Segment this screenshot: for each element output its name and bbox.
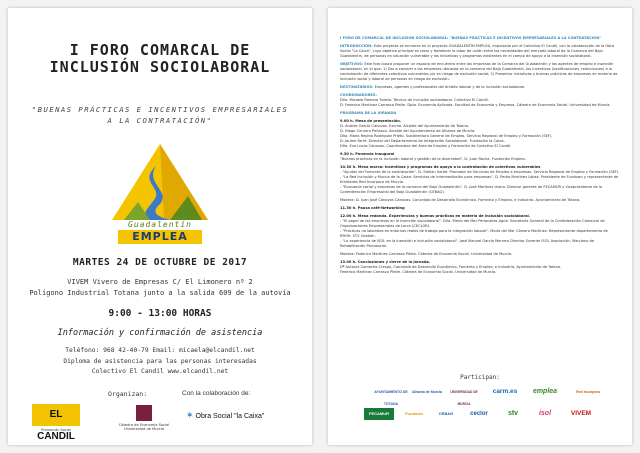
participan-label: Participan: [460, 374, 500, 381]
logo-umu: UNIVERSIDAD DE MURCIA [450, 390, 478, 406]
session-panel-time: 10.30 h. Mesa marco: incentivos y programas de apoyo a la contratación de colectivos vulnerables [340, 165, 541, 169]
logo-ayto-totana: AYUNTAMIENTO DE TOTANA [374, 390, 408, 406]
coordinator-1: Dña. Micaela Romero Tudela. Técnica de inclusión sociolaboral. Colectivo El Candil. [340, 98, 489, 102]
session-roundtable-time: 12.00 h. Mesa redonda. Experiencias y buenas prácticas en materia de inclusión sociolaboral. [340, 214, 531, 218]
logo-vivem: VIVEM [570, 410, 592, 417]
session-panel [340, 165, 620, 195]
speaker: Dña. Eva Lucas Cánovas. Coordinadora del Área de Empleo y Formación de Colectivo El Candil. [340, 144, 512, 148]
session-roundtable [340, 214, 620, 249]
umu-catedra-text: Cátedra de Economía Social Universidad de Murcia [118, 423, 170, 431]
intro-paragraph [340, 44, 620, 59]
session-presentation-time: 9.00 h. Mesa de presentación. [340, 119, 402, 123]
audience-label: DESTINATARIOS: [340, 85, 374, 89]
objectives-text: Este foro busca proponer un espacio de encuentro entre las empresas de la Comarca del Guadalentín y los agentes de empleo e inserción sociolaboral, en el que: 1) Dar a conocer a las empresas ubicadas en la comarca del Bajo Guadalentín, los incentivos (bonificaciones, reducciones) a la contratación de diferentes colectivos vulnerables y/o en riesgo de exclusión social; 2) Presentar iniciativas y buenas prácticas de empresas en materia de inclusión social y laboral de personas en riesgo de exclusión. [340, 62, 618, 81]
speaker: Federico Martínez Carrasco Pleite. Cátedra de Economía Social. Universidad de Murcia. [340, 270, 497, 274]
logo-isol: isol [538, 410, 552, 417]
coordinator-2: D. Federico Martínez Carrasco Pleite. Dpto. Economía Aplicada. Facultad de Economía y Empresa. Cátedra de Economía Social. Universidad de Murcia. [340, 103, 611, 107]
intro-label: INTRODUCCIÓN: [340, 44, 373, 48]
coordinators-label: COORDINADORES: [340, 93, 377, 97]
diploma-note: Diploma de asistencia para las personas interesadas [63, 357, 257, 365]
contact-phone-email: Teléfono: 968 42-40-79 Email: micaela@elcandil.net [65, 347, 255, 354]
speaker: D. Andrés García Cánovas. Excmo. Alcalde del Ayuntamiento de Totana. [340, 124, 470, 128]
session-break [340, 206, 620, 211]
title-line-1: I FORO COMARCAL DE [69, 41, 251, 59]
session-roundtable-moderator: Modera: Federico Martínez Carrasco Pleite. Cátedra de Economía Social. Universidad de Murcia. [340, 252, 513, 256]
logo-emplea-text: EMPLEA [118, 230, 202, 244]
speaker: "Buenas prácticas en la inclusión laboral y gestión de la diversidad". D. Juan Rocha. Fundación Empleo. [340, 157, 526, 161]
program-header: I FORO DE COMARCAL DE INCLUSIÓN SOCIOLABORAL: "BUENAS PRÁCTICAS E INCENTIVOS EMPRESARIALES A LA CONTRATACIÓN" [340, 36, 602, 40]
la-caixa-text: Obra Social "la Caixa" [195, 413, 265, 420]
speaker: - "El papel de las empresas en la inserción sociolaboral". Dña. María del Mar Perlacollas Agüe. Secretaria General de la Confederación Comarcal de Organizaciones Empresariales de Lorca (CECLOR). [340, 219, 605, 228]
speaker: Dª Antonia Camacho Crespo, Concejala de Desarrollo Económico, Fomento y Empleo, e Industria. Ayuntamiento de Totana. [340, 265, 562, 269]
organizan-label: Organizan: [108, 390, 148, 398]
session-keynote-time: 9.30 h. Ponencia inaugural [340, 152, 395, 156]
colaboracion-label: Con la colaboración de: [182, 390, 251, 397]
event-title [8, 42, 312, 76]
session-closing [340, 260, 620, 275]
logo-alhama: Alhama de Murcia [412, 390, 442, 394]
venue-line-1: VIVEM Vivero de Empresas C/ El Limonero nº 2 [67, 278, 253, 286]
logo-guadalentin-text: Guadalentín [128, 220, 192, 229]
flyer-cover-page [8, 8, 312, 445]
title-line-2: INCLUSIÓN SOCIOLABORAL [49, 58, 271, 76]
logo-fundown: Fundown [405, 411, 423, 416]
info-heading: Información y confirmación de asistencia [57, 328, 263, 338]
venue-line-2: Polígono Industrial Totana junto a la salida 609 de la autovía [29, 289, 291, 297]
session-panel-moderator: Modera: D. Juan José Cánovas Cánovas. Concejala de Desarrollo Económico, Fomento y Empleo, e Industria. Ayuntamiento de Totana. [340, 198, 581, 202]
speaker: - "Economía social y empresas de la comarca del Bajo Guadalentín". D. José Martínez Usero. Director gerente de FECAMUR y Vicepresidente de la Confederación Empresarial del Bajo Guadalentín (CEBAG). [340, 185, 603, 194]
speaker: - "Prácticas no laborales en entornos reales de trabajo para la integración laboral". María del Mar Cámara Martínez. Representante departamento de RRHH. STV Gestión. [340, 229, 608, 238]
el-candil-logo-text: EL CANDIL [37, 409, 75, 442]
session-presentation [340, 119, 620, 149]
session-closing-time: 13.00 h. Conclusiones y cierre de la jornada. [340, 260, 431, 264]
objectives-paragraph [340, 62, 620, 82]
umu-shield-icon [136, 405, 152, 421]
contact-block [8, 346, 312, 378]
subtitle-line-1: "BUENAS PRÁCTICAS E INCENTIVOS EMPRESARIALES [31, 105, 289, 114]
coordinators-block [340, 93, 620, 108]
logo-ceclor: ceclor [470, 411, 488, 417]
event-subtitle [24, 104, 296, 126]
speaker: - "La experiencia de ISOL en la inserción e inclusión sociolaboral". José Manuel García Marrero Director Gerente ISOL Asociación. Marciano de Rehabilitación Psicosocial. [340, 239, 595, 248]
event-time: 9:00 - 13:00 HORAS [108, 308, 212, 319]
speaker: D. Jaume Farré. Director del Departamento de Integración Sociolaboral. Fundación la Caixa. [340, 139, 505, 143]
logo-fecamur: FECAMUR [364, 408, 394, 420]
umu-catedra-logo [114, 405, 174, 431]
speaker: - "La Red Inclusión y Murcia de la Caixa: Servicios de Intermediación para empresas". D. Pedro Martínez López. Presidente de Fundown y representante de Entidades Red Incorpora de Murcia. [340, 175, 619, 184]
audience-paragraph [340, 85, 620, 90]
speaker: D. Diego Cervera Peñasco. Alcalde del Ayuntamiento de Alhama de Murcia. [340, 129, 476, 133]
intro-text: Este proyecto se enmarca en el proyecto GUADALENTÍN EMPLEA, impulsado por el Colectivo El Candil, con la colaboración de la Obra Social "La Caixa", cuyo objetivo principal es crear y fortalecer la labor de unión entre los necesidades del mercado laboral de la Comarca del Bajo Guadalentín, de personas en situación vulnerable y las iniciativas y programas existentes en el campo de apoyo a la inserción sociolaboral. [340, 44, 615, 58]
objectives-label: OBJETIVOS: [340, 62, 364, 66]
speaker: - "Ayudas del Fomento de la contratación". D. Stellan Sorbé. Promotor de Servicios de Empleo a empresas. Servicio Regional de Empleo y Formación (SEF). [340, 170, 620, 174]
la-caixa-star-icon: ✶ [186, 410, 194, 420]
audience-text: Empresas, agentes y profesionales del ámbito laboral y de la inclusión sociolaboral. [374, 85, 526, 89]
logo-red-incorpora: Red Incorpora [576, 390, 600, 394]
logo-emplea: emplea [532, 388, 558, 395]
subtitle-line-2: A LA CONTRATACIÓN" [107, 116, 213, 125]
logo-carm: carm.es [492, 388, 518, 395]
la-caixa-logo [186, 410, 264, 421]
program-page [328, 8, 632, 445]
session-break-time: 11.30 h. Pausa café-Networking [340, 206, 405, 210]
organizer-web: Colectivo El Candil www.elcandil.net [91, 368, 229, 375]
logo-cebag: CEBAG [438, 411, 454, 416]
logo-stv: stv [507, 410, 519, 417]
speaker: Dña. María Regina Rodríguez Prieto. Subdirectora General de Empleo. Servicio Regional de Empleo y Formación (SEF). [340, 134, 553, 138]
program-text-block [340, 36, 620, 278]
el-candil-subtitle: Promoción Social [41, 428, 71, 432]
program-heading: PROGRAMA DE LA JORNADA [340, 111, 397, 115]
event-venue [8, 277, 312, 299]
session-keynote [340, 152, 620, 162]
event-date: MARTES 24 DE OCTUBRE DE 2017 [72, 257, 248, 268]
